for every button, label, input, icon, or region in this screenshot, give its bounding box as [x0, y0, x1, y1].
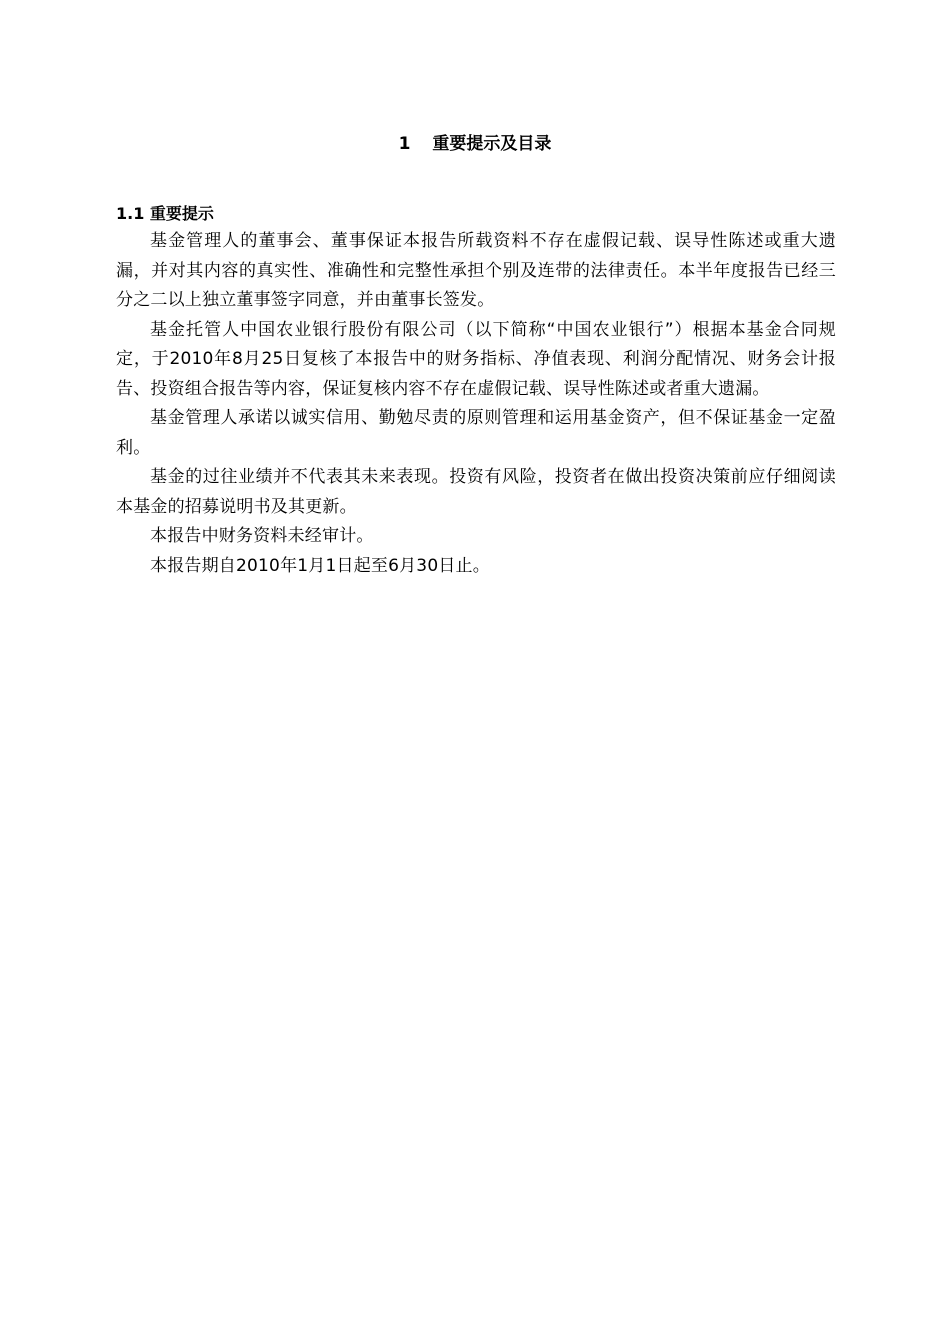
- chapter-number: 1: [398, 134, 411, 154]
- paragraph-report-period: 本报告期自2010年1月1日起至6月30日止。: [150, 555, 490, 576]
- chapter-title-text: 重要提示及目录: [432, 134, 552, 154]
- section-content: [116, 200, 836, 581]
- chapter-title: [0, 132, 950, 156]
- paragraph-risk-warning: 基金的过往业绩并不代表其未来表现。投资有风险，投资者在做出投资决策前应仔细阅读本基金的招募说明书及其更新。: [116, 467, 836, 517]
- paragraph-audit-note: 本报告中财务资料未经审计。: [150, 526, 374, 546]
- paragraph-manager-statement: 基金管理人的董事会、董事保证本报告所载资料不存在虚假记载、误导性陈述或重大遗漏，并对其内容的真实性、准确性和完整性承担个别及连带的法律责任。本半年度报告已经三分之二以上独立董事签字同意，并由董事长签发。: [116, 231, 836, 310]
- section-heading: 1.1 重要提示: [116, 204, 214, 223]
- paragraph-custodian-statement: 基金托管人中国农业银行股份有限公司（以下简称“中国农业银行”）根据本基金合同规定，于2010年8月25日复核了本报告中的财务指标、净值表现、利润分配情况、财务会计报告、投资组合报告等内容，保证复核内容不存在虚假记载、误导性陈述或者重大遗漏。: [116, 319, 836, 399]
- paragraph-manager-commitment: 基金管理人承诺以诚实信用、勤勉尽责的原则管理和运用基金资产，但不保证基金一定盈利。: [116, 408, 836, 458]
